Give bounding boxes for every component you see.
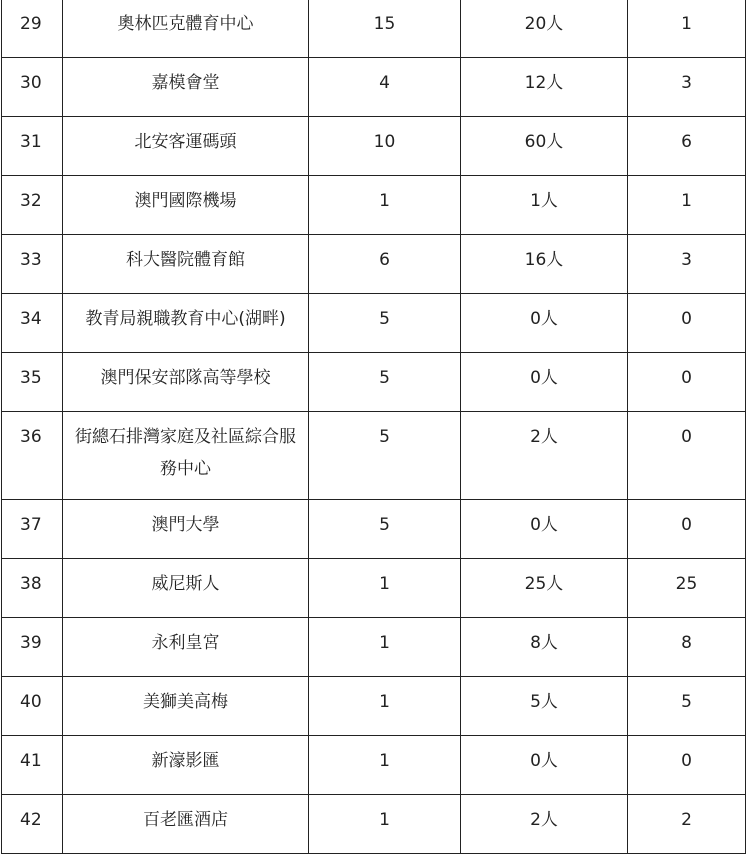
last-count-cell: 0 (628, 500, 746, 559)
row-number-cell: 38 (2, 559, 63, 618)
count-cell: 5 (309, 500, 461, 559)
table-row (2, 795, 746, 854)
people-cell: 0人 (461, 294, 628, 353)
people-cell: 2人 (461, 795, 628, 854)
count-cell: 5 (309, 353, 461, 412)
last-count-cell: 3 (628, 58, 746, 117)
venue-name-cell: 美獅美高梅 (63, 677, 309, 736)
row-number-cell: 39 (2, 618, 63, 677)
table-row (2, 0, 746, 58)
table-row (2, 235, 746, 294)
count-cell: 1 (309, 736, 461, 795)
table-row (2, 500, 746, 559)
venue-name-cell: 澳門大學 (63, 500, 309, 559)
row-number-cell: 34 (2, 294, 63, 353)
row-number-cell: 36 (2, 412, 63, 500)
table-row (2, 353, 746, 412)
count-cell: 5 (309, 294, 461, 353)
people-cell: 20人 (461, 0, 628, 58)
row-number-cell: 31 (2, 117, 63, 176)
people-cell: 2人 (461, 412, 628, 500)
count-cell: 1 (309, 795, 461, 854)
venue-name-cell: 百老匯酒店 (63, 795, 309, 854)
count-cell: 15 (309, 0, 461, 58)
last-count-cell: 25 (628, 559, 746, 618)
table-row (2, 618, 746, 677)
people-cell: 1人 (461, 176, 628, 235)
venue-name-cell: 澳門國際機場 (63, 176, 309, 235)
people-cell: 0人 (461, 500, 628, 559)
last-count-cell: 8 (628, 618, 746, 677)
table-row (2, 294, 746, 353)
last-count-cell: 5 (628, 677, 746, 736)
venue-name-cell: 科大醫院體育館 (63, 235, 309, 294)
people-cell: 0人 (461, 353, 628, 412)
venue-name-cell: 奧林匹克體育中心 (63, 0, 309, 58)
venue-name-cell: 嘉模會堂 (63, 58, 309, 117)
table-row (2, 736, 746, 795)
count-cell: 4 (309, 58, 461, 117)
people-cell: 12人 (461, 58, 628, 117)
last-count-cell: 0 (628, 353, 746, 412)
row-number-cell: 41 (2, 736, 63, 795)
row-number-cell: 42 (2, 795, 63, 854)
row-number-cell: 29 (2, 0, 63, 58)
last-count-cell: 1 (628, 0, 746, 58)
venue-name-cell: 北安客運碼頭 (63, 117, 309, 176)
row-number-cell: 30 (2, 58, 63, 117)
count-cell: 6 (309, 235, 461, 294)
count-cell: 1 (309, 677, 461, 736)
people-cell: 60人 (461, 117, 628, 176)
count-cell: 1 (309, 559, 461, 618)
count-cell: 5 (309, 412, 461, 500)
table-row (2, 117, 746, 176)
venue-table-body (2, 0, 746, 854)
table-row (2, 176, 746, 235)
table-row (2, 677, 746, 736)
last-count-cell: 6 (628, 117, 746, 176)
count-cell: 10 (309, 117, 461, 176)
venue-name-cell: 威尼斯人 (63, 559, 309, 618)
table-row (2, 559, 746, 618)
last-count-cell: 3 (628, 235, 746, 294)
row-number-cell: 37 (2, 500, 63, 559)
row-number-cell: 32 (2, 176, 63, 235)
row-number-cell: 40 (2, 677, 63, 736)
count-cell: 1 (309, 618, 461, 677)
last-count-cell: 2 (628, 795, 746, 854)
table-row (2, 58, 746, 117)
people-cell: 16人 (461, 235, 628, 294)
people-cell: 5人 (461, 677, 628, 736)
venue-name-cell: 教青局親職教育中心(湖畔) (63, 294, 309, 353)
people-cell: 8人 (461, 618, 628, 677)
last-count-cell: 0 (628, 736, 746, 795)
last-count-cell: 1 (628, 176, 746, 235)
people-cell: 25人 (461, 559, 628, 618)
last-count-cell: 0 (628, 412, 746, 500)
row-number-cell: 33 (2, 235, 63, 294)
venue-name-cell: 澳門保安部隊高等學校 (63, 353, 309, 412)
count-cell: 1 (309, 176, 461, 235)
venue-name-cell: 新濠影匯 (63, 736, 309, 795)
table-row (2, 412, 746, 500)
venue-name-cell: 街總石排灣家庭及社區綜合服務中心 (63, 412, 309, 500)
row-number-cell: 35 (2, 353, 63, 412)
venue-table (1, 0, 746, 854)
last-count-cell: 0 (628, 294, 746, 353)
venue-name-cell: 永利皇宮 (63, 618, 309, 677)
people-cell: 0人 (461, 736, 628, 795)
